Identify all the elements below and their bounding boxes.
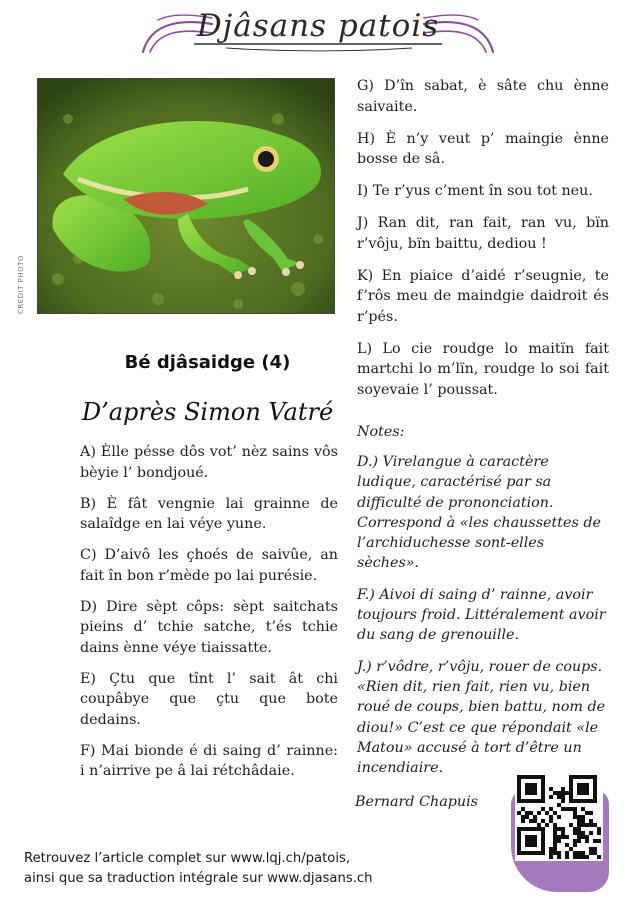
- author-heading: D’après Simon Vatré: [81, 398, 334, 426]
- saying-j: J) Ran dit, ran fait, ran vu, bïn r’vôju, bïn baittu, dediou !: [357, 215, 609, 252]
- note-j: J.) r’vôdre, r’vôju, rouer de coups. «Rien dit, rien fait, rien vu, bien roué de coups, bien battu, nom de diou!» C’est ce que répondait «le Matou» accusé à tort d’être un incendiaire.: [357, 658, 606, 777]
- saying-c: C) D’aivô les çhoés de saivûe, an fait în bon r’mède po lai purésie.: [80, 547, 338, 584]
- saying-i: I) Te r’yus c’ment în sou tot neu.: [357, 183, 593, 199]
- qr-code-icon: [515, 773, 603, 861]
- saying-k: K) En piaice d’aidé r’seugnie, te f’rôs meu de maindgie daidroit és r’pés.: [357, 267, 609, 325]
- article-subtitle: Bé djâsaidge (4): [124, 352, 291, 373]
- saying-g: G) D’în sabat, è sâte chu ènne saivaite.: [357, 78, 609, 115]
- frog-image: [38, 79, 335, 314]
- left-column: [80, 442, 338, 792]
- frog-photo: [37, 78, 335, 314]
- right-column: [357, 76, 609, 789]
- saying-h: H) È n’y veut p’ maingie ènne bosse de sâ.: [357, 130, 609, 167]
- saying-l: L) Lo cie roudge lo maitïn fait martchi lo m’lïn, roudge lo soi fait soyevaie l’ poussat.: [357, 340, 609, 398]
- author-signature: Bernard Chapuis: [355, 794, 479, 810]
- saying-b: B) È fât vengnie lai grainne de salaîdge en lai véye yune.: [80, 495, 338, 532]
- saying-d: D) Dire sèpt côps: sèpt saitchats pieins d’ tchie satche, t’és tchie dains ènne véye tiaissatte.: [80, 598, 338, 656]
- saying-f: F) Mai bionde é di saing d’ rainne: i n’airrive pe â lai rétchâdaie.: [80, 742, 338, 779]
- note-f: F.) Aivoi di saing d’ rainne, avoir toujours froid. Littéralement avoir du sang de grenouille.: [357, 586, 606, 644]
- note-d: D.) Virelangue à caractère ludique, caractérisé par sa difficulté de prononciation. Correspond à «les chaussettes de l’archiduchesse sont-elles sèches».: [357, 454, 601, 572]
- saying-a: A) Èlle pésse dôs vot’ nèz sains vôs bèyie l’ bondjoué.: [80, 444, 338, 481]
- notes-label: Notes:: [357, 424, 405, 440]
- footer-line-article-link: Retrouvez l’article complet sur www.lqj.ch/patois,: [24, 851, 351, 866]
- footer-text: [24, 849, 444, 889]
- footer-line-translation-link: ainsi que sa traduction intégrale sur www.djasans.ch: [24, 871, 373, 886]
- column-title: Djâsans patois: [196, 8, 440, 44]
- header-banner: [0, 0, 636, 70]
- photo-credit: CRÉDIT PHOTO: [17, 255, 25, 314]
- saying-e: E) Çtu que tînt l’ sait ât chi coupâbye que çtu que bote dedains.: [80, 670, 338, 728]
- qr-code[interactable]: [515, 773, 603, 861]
